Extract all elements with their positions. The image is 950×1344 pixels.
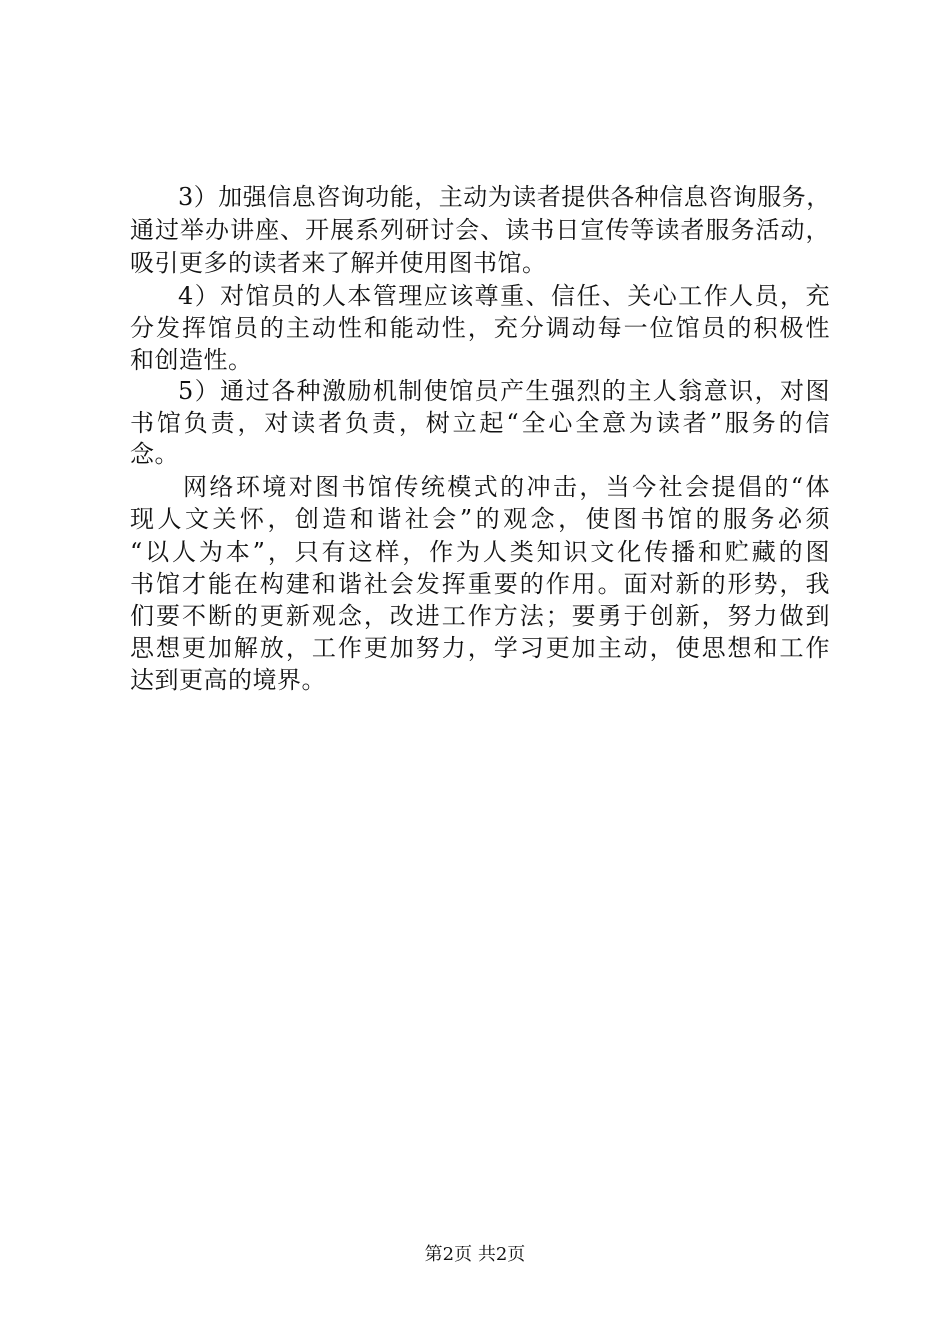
paragraph-3-line-3: 念。 (130, 440, 179, 468)
paragraph-3-line-1: 5）通过各种激励机制使馆员产生强烈的主人翁意识，对图 (178, 377, 830, 405)
paragraph-4-line-7: 达到更高的境界。 (130, 666, 326, 694)
paragraph-2-line-1: 4）对馆员的人本管理应该尊重、信任、关心工作人员，充 (178, 282, 830, 310)
page-footer-page-number: 第2页 共2页 (424, 1244, 526, 1265)
paragraph-1-line-1: 3）加强信息咨询功能，主动为读者提供各种信息咨询服务， (178, 183, 831, 211)
paragraph-4-line-6: 思想更加解放，工作更加努力，学习更加主动，使思想和工作 (130, 634, 830, 662)
paragraph-4-line-1: 网络环境对图书馆传统模式的冲击，当今社会提倡的“体 (183, 473, 830, 501)
paragraph-3-line-2: 书馆负责，对读者负责，树立起“全心全意为读者”服务的信 (130, 409, 830, 437)
paragraph-4-line-4: 书馆才能在构建和谐社会发挥重要的作用。面对新的形势，我 (130, 570, 830, 598)
paragraph-2-line-2: 分发挥馆员的主动性和能动性，充分调动每一位馆员的积极性 (130, 314, 830, 342)
paragraph-1-line-2: 通过举办讲座、开展系列研讨会、读书日宣传等读者服务活动， (130, 216, 830, 244)
paragraph-4-line-3: “以人为本”，只有这样，作为人类知识文化传播和贮藏的图 (130, 538, 830, 566)
paragraph-4-line-5: 们要不断的更新观念，改进工作方法；要勇于创新，努力做到 (130, 602, 830, 630)
paragraph-2-line-3: 和创造性。 (130, 346, 253, 374)
paragraph-1-line-3: 吸引更多的读者来了解并使用图书馆。 (130, 249, 547, 277)
paragraph-4-line-2: 现人文关怀，创造和谐社会”的观念，使图书馆的服务必须 (130, 505, 830, 533)
